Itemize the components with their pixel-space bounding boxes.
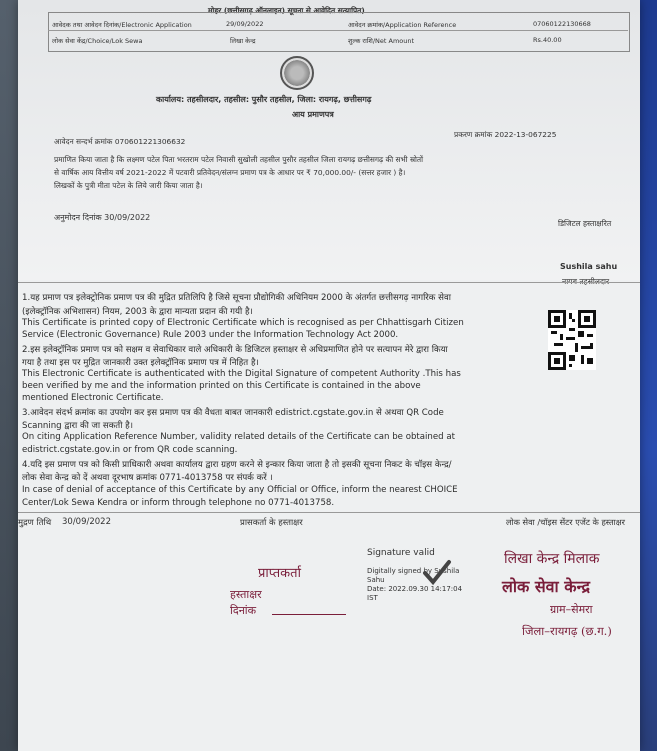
signature-line: IST <box>367 594 378 602</box>
note-line: 4.यदि इस प्रमाण पत्र को किसी प्राधिकारी अथवा कार्यालय द्वारा ग्रहण करने से इन्कार किया जाता है तो इसकी सूचना निकट के चॉइस केन्द्र/ <box>22 460 452 470</box>
note-line: mentioned Electronic Certificate. <box>22 393 164 403</box>
header-left-row1: आवेदक तथा आवेदन दिनांक/Electronic Application <box>52 21 192 29</box>
lsk-signature-label: लोक सेवा /चॉइस सेंटर एजेंट के हस्ताक्षर <box>506 517 625 527</box>
header-right-row2-value: Rs.40.00 <box>533 36 562 44</box>
signature-valid: Signature valid <box>367 548 435 558</box>
note-line: Center/Lok Sewa Kendra or inform through telephone no 0771-4013758. <box>22 498 335 508</box>
note-line: 1.यह प्रमाण पत्र इलेक्ट्रोनिक प्रमाण पत्र की मुद्रित प्रतिलिपि है जिसे सूचना प्रौद्योगिकी अधिनियम 2000 के अंतर्गत छत्तीसगढ़ नागरिक सेवा <box>22 293 451 303</box>
office-line: कार्यालय: तहसीलदार, तहसील: पुसौर तहसील, जिला: रायगढ़, छत्तीसगढ़ <box>156 95 372 104</box>
note-line: This Electronic Certificate is authenticated with the Digital Signature of competent Authority .This has <box>22 369 461 379</box>
note-line: गया है तथा इस पर मुद्रित जानकारी उक्त इलेक्ट्रॉनिक प्रमाण पत्र में निहित है। <box>22 358 259 368</box>
applicant-signature-label: प्रासकर्ता के हस्ताक्षर <box>240 518 303 528</box>
lsk-stamp-line4: जिला–रायगढ़ (छ.ग.) <box>522 624 612 638</box>
header-left-row1-value: 29/09/2022 <box>226 20 264 28</box>
government-seal-icon <box>280 56 314 90</box>
print-date: 30/09/2022 <box>62 517 111 527</box>
header-box <box>48 12 630 52</box>
note-line: 2.इस इलेक्ट्रॉनिक प्रमाण पत्र को सक्षम व सेवाधिकार वाले अधिकारी के डिजिटल हस्ताक्षर से अधिप्रमाणित होने पर सत्यापन मेरे द्वारा किया <box>22 345 448 355</box>
qr-code-icon <box>548 310 596 370</box>
officer-title: नायब तहसीलदार <box>562 277 610 286</box>
case-number: प्रकरण क्रमांक 2022-13-067225 <box>454 130 557 139</box>
note-line: edistrict.cgstate.gov.in or from QR code scanning. <box>22 445 238 455</box>
print-date-label: मुद्रण तिथि <box>18 518 52 528</box>
certificate-paper <box>18 0 640 751</box>
header-title: मोहर (छत्तीसगढ़ ऑनलाइन) सूचना से आवेदित सत्यापित) <box>208 6 365 15</box>
header-left-row2: लोक सेवा केंद्र/Choice/Lok Sewa <box>52 37 143 45</box>
application-number: आवेदन सन्दर्भ क्रमांक 070601221306632 <box>54 137 186 146</box>
note-line: been verified by me and the information printed on this Certificate is contained in the above <box>22 381 421 391</box>
signature-line: Sahu <box>367 576 385 584</box>
note-line: लोक सेवा केन्द्र को दें अथवा दूरभाष क्रमांक 0771-4013758 पर संपर्क करें । <box>22 473 273 483</box>
lsk-stamp-line3: ग्राम–सेमरा <box>550 603 593 616</box>
note-line: Scanning द्वारा की जा सकती है। <box>22 421 133 431</box>
note-line: 3.आवेदन संदर्भ क्रमांक का उपयोग कर इस प्रमाण पत्र की वैधता बाबत जानकारी edistrict.cgstate.gov.in से अथवा QR Code <box>22 408 444 418</box>
header-right-row2: शुल्क राशि/Net Amount <box>348 37 415 45</box>
officer-name: Sushila sahu <box>560 262 618 271</box>
note-line: This Certificate is printed copy of Electronic Certificate which is recognised as per Chhattisgarh Citizen <box>22 318 464 328</box>
certificate-title: आय प्रमाणपत्र <box>292 110 334 119</box>
approval-date: अनुमोदन दिनांक 30/09/2022 <box>54 213 151 222</box>
receiver-date-line <box>272 614 346 615</box>
body-line: लिखकों के पुत्री मीता पटेल के लिये जारी किया जाता है। <box>54 181 203 190</box>
lsk-stamp-line1: लिखा केन्द्र मिलाक <box>504 551 600 567</box>
header-left-row2-value: लिखा केन्द्र <box>230 37 256 45</box>
receiver-stamp-sign: हस्ताक्षर <box>230 588 262 601</box>
body-line: से वार्षिक आय वित्तीय वर्ष 2021-2022 में पटवारी प्रतिवेदन/संलग्न प्रमाण पत्र के आधार पर ₹ 70,000.00/- (सत्तर हजार ) है। <box>54 168 406 177</box>
receiver-stamp-date: दिनांक <box>230 604 257 617</box>
header-divider <box>48 30 628 31</box>
note-line: (इलेक्ट्रॉनिक अभिशासन) नियम, 2003 के द्वारा मान्यता प्रदान की गयी है। <box>22 307 253 317</box>
signature-line: Date: 2022.09.30 14:17:04 <box>367 585 463 593</box>
signature-line: Digitally signed by Sushila <box>367 567 460 575</box>
checkmark-icon <box>422 559 452 585</box>
footer-divider <box>18 512 640 513</box>
receiver-stamp-title: प्राप्तकर्ता <box>258 566 301 581</box>
note-line: On citing Application Reference Number, validity related details of the Certificate can be obtained at <box>22 432 455 442</box>
digital-sign-label: डिजिटल हस्ताक्षरित <box>558 219 612 228</box>
header-right-row1: आवेदन क्रमांक/Application Reference <box>348 21 457 29</box>
lsk-stamp-line2: लोक सेवा केन्द्र <box>502 577 591 596</box>
header-right-row1-value: 07060122130668 <box>533 20 591 28</box>
note-line: In case of denial of acceptance of this Certificate by any Official or Office, inform the nearest CHOICE <box>22 485 458 495</box>
body-line: प्रमाणित किया जाता है कि लक्ष्मण पटेल पिता भरतराम पटेल निवासी सुखोली तहसील पुसौर तहसील जिला रायगढ़ छत्तीसगढ़ की सभी स्रोतों <box>54 155 424 164</box>
note-line: Service (Electronic Governance) Rule 2003 under the Information Technology Act 2000. <box>22 330 399 340</box>
